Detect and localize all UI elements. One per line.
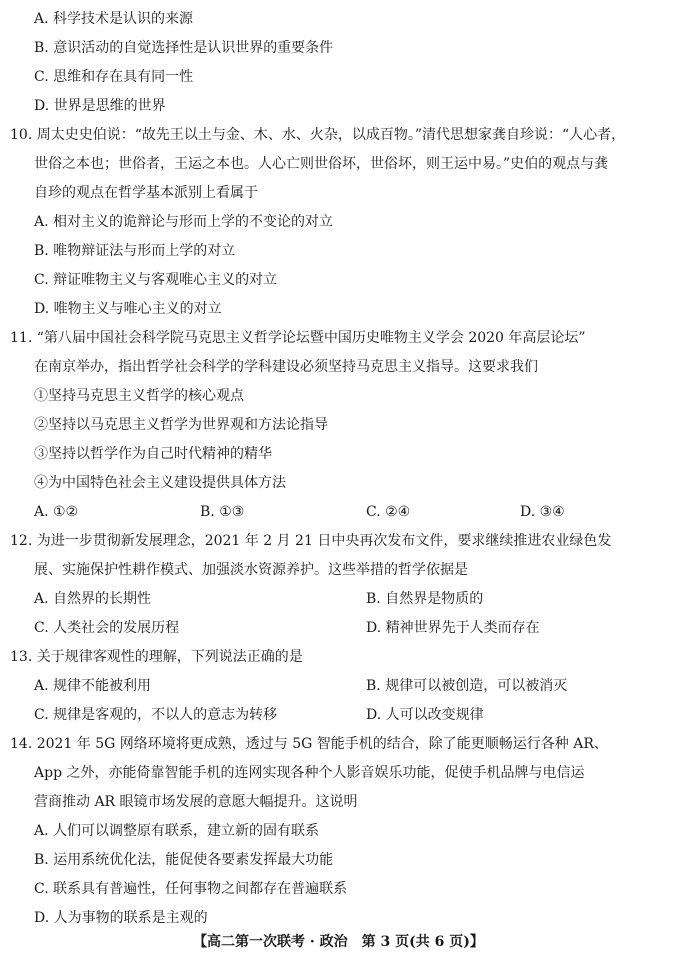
q9-option-d: D. 世界是思维的世界 xyxy=(34,98,166,114)
q11-option-a: A. ①② xyxy=(34,504,79,520)
q11-option-d: D. ③④ xyxy=(520,504,565,520)
q11-stem-line-1: 11. “第八届中国社会科学院马克思主义哲学论坛暨中国历史唯物主义学会 2020 年高层论坛” xyxy=(10,330,586,346)
q10-option-c: C. 辩证唯物主义与客观唯心主义的对立 xyxy=(34,272,278,288)
q13-option-b: B. 规律可以被创造，可以被消灭 xyxy=(366,678,568,694)
q12-option-d: D. 精神世界先于人类而存在 xyxy=(366,620,540,636)
q12-stem-line-2: 展、实施保护性耕作模式、加强淡水资源养护。这些举措的哲学依据是 xyxy=(34,562,468,578)
q11-item-1: ①坚持马克思主义哲学的核心观点 xyxy=(34,388,244,404)
q11-item-4: ④为中国特色社会主义建设提供具体方法 xyxy=(34,475,286,491)
q12-stem-line-1: 12. 为进一步贯彻新发展理念，2021 年 2 月 21 日中央再次发布文件，要求继续推进农业绿色发 xyxy=(10,533,612,549)
q14-option-c: C. 联系具有普遍性，任何事物之间都存在普遍联系 xyxy=(34,881,348,897)
q13-option-a: A. 规律不能被利用 xyxy=(34,678,152,694)
q9-option-c: C. 思维和存在具有同一性 xyxy=(34,69,194,85)
q14-stem-line-3: 营商推动 AR 眼镜市场发展的意愿大幅提升。这说明 xyxy=(34,794,358,810)
q12-option-c: C. 人类社会的发展历程 xyxy=(34,620,180,636)
q14-stem-line-2: App 之外，亦能倚靠智能手机的连网实现各种个人影音娱乐功能，促使手机品牌与电信运 xyxy=(34,765,585,781)
q11-option-b: B. ①③ xyxy=(200,504,245,520)
q10-stem-line-2: 世俗之本也；世俗者，王运之本也。人心亡则世俗坏，世俗坏，则王运中易。”史伯的观点与龚 xyxy=(34,156,609,172)
q14-option-d: D. 人为事物的联系是主观的 xyxy=(34,910,208,926)
q13-stem-line-1: 13. 关于规律客观性的理解，下列说法正确的是 xyxy=(10,649,303,665)
q11-item-3: ③坚持以哲学作为自己时代精神的精华 xyxy=(34,446,272,462)
q11-option-c: C. ②④ xyxy=(366,504,411,520)
q14-stem-line-1: 14. 2021 年 5G 网络环境将更成熟，透过与 5G 智能手机的结合，除了能更顺畅运行各种 AR、 xyxy=(10,736,608,752)
q12-option-b: B. 自然界是物质的 xyxy=(366,591,484,607)
q13-option-d: D. 人可以改变规律 xyxy=(366,707,484,723)
q11-item-2: ②坚持以马克思主义哲学为世界观和方法论指导 xyxy=(34,417,328,433)
q14-option-a: A. 人们可以调整原有联系，建立新的固有联系 xyxy=(34,823,320,839)
q10-option-d: D. 唯物主义与唯心主义的对立 xyxy=(34,301,222,317)
q9-option-b: B. 意识活动的自觉选择性是认识世界的重要条件 xyxy=(34,40,334,56)
q12-option-a: A. 自然界的长期性 xyxy=(34,591,152,607)
q10-stem-line-1: 10. 周太史史伯说：“故先王以土与金、木、水、火杂，以成百物。”清代思想家龚自珍说：“人心者， xyxy=(10,127,626,143)
q11-stem-line-2: 在南京举办，指出哲学社会科学的学科建设必须坚持马克思主义指导。这要求我们 xyxy=(34,359,538,375)
q9-option-a: A. 科学技术是认识的来源 xyxy=(34,11,194,27)
q10-option-b: B. 唯物辩证法与形而上学的对立 xyxy=(34,243,236,259)
page-footer: 【高二第一次联考 · 政治 第 3 页(共 6 页)】 xyxy=(193,934,484,950)
q10-option-a: A. 相对主义的诡辩论与形而上学的不变论的对立 xyxy=(34,214,334,230)
q14-option-b: B. 运用系统优化法，能促使各要素发挥最大功能 xyxy=(34,852,334,868)
q10-stem-line-3: 自珍的观点在哲学基本派别上看属于 xyxy=(34,185,258,201)
q13-option-c: C. 规律是客观的，不以人的意志为转移 xyxy=(34,707,278,723)
